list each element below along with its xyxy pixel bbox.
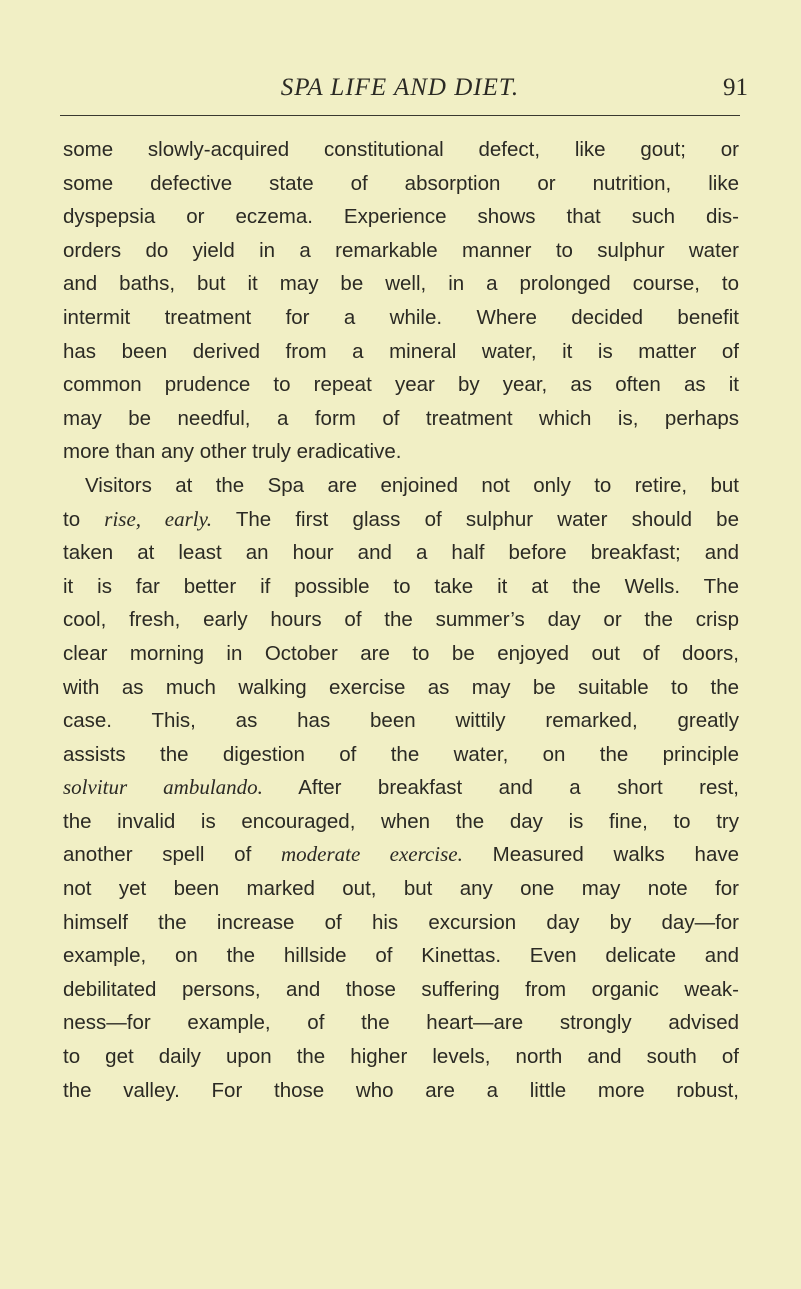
text-line: and baths, but it may be well, in a prolonged course, to [63,272,739,296]
italic-phrase: rise, early. [104,506,213,531]
text-line [63,503,739,537]
text-line: to get daily upon the higher levels, north and south of [63,1045,739,1069]
text-segment: Measured walks have [462,843,739,867]
text-line: taken at least an hour and a half before breakfast; and [63,541,739,565]
text-segment: After breakfast and a short rest, [262,776,739,800]
text-line: himself the increase of his excursion day by day—for [63,910,739,934]
text-line: it is far better if possible to take it at the Wells. The [63,574,739,598]
text-line: some defective state of absorption or nutrition, like [63,171,739,195]
text-line: may be needful, a form of treatment which is, perhaps [63,406,739,430]
text-line: the valley. For those who are a little more robust, [63,1078,739,1102]
italic-phrase: solvitur ambulando. [63,775,263,800]
text-line: clear morning in October are to be enjoyed out of doors, [63,641,739,665]
header-rule [60,115,740,116]
page-number: 91 [723,74,748,101]
text-line [63,838,739,872]
text-line: assists the digestion of the water, on the principle [63,742,739,766]
body-text [63,133,739,1107]
text-line: Visitors at the Spa are enjoined not only to retire, but [85,473,739,497]
text-line: the invalid is encouraged, when the day is fine, to try [63,809,739,833]
text-segment: another spell of [63,843,282,867]
text-segment: The first glass of sulphur water should be [212,507,739,531]
text-line: with as much walking exercise as may be suitable to the [63,675,739,699]
text-line: debilitated persons, and those suffering from organic weak- [63,977,739,1001]
running-head [60,74,748,108]
text-line: orders do yield in a remarkable manner to sulphur water [63,238,739,262]
running-title: SPA LIFE AND DIET. [280,74,520,101]
italic-phrase: moderate exercise. [281,842,463,867]
text-line: dyspepsia or eczema. Experience shows that such dis- [63,205,739,229]
text-line: has been derived from a mineral water, it is matter of [63,339,739,363]
text-line: ness—for example, of the heart—are strongly advised [63,1011,739,1035]
text-line: some slowly-acquired constitutional defect, like gout; or [63,138,739,161]
text-line: common prudence to repeat year by year, as often as it [63,373,739,397]
text-line: intermit treatment for a while. Where decided benefit [63,305,739,329]
text-line: not yet been marked out, but any one may note for [63,877,739,901]
text-line: case. This, as has been wittily remarked, greatly [63,709,739,733]
text-line: more than any other truly eradicative. [63,440,402,464]
text-line: example, on the hillside of Kinettas. Even delicate and [63,944,739,968]
text-line: cool, fresh, early hours of the summer’s day or the crisp [63,608,739,632]
text-line [63,771,739,805]
text-segment: to [63,507,105,531]
